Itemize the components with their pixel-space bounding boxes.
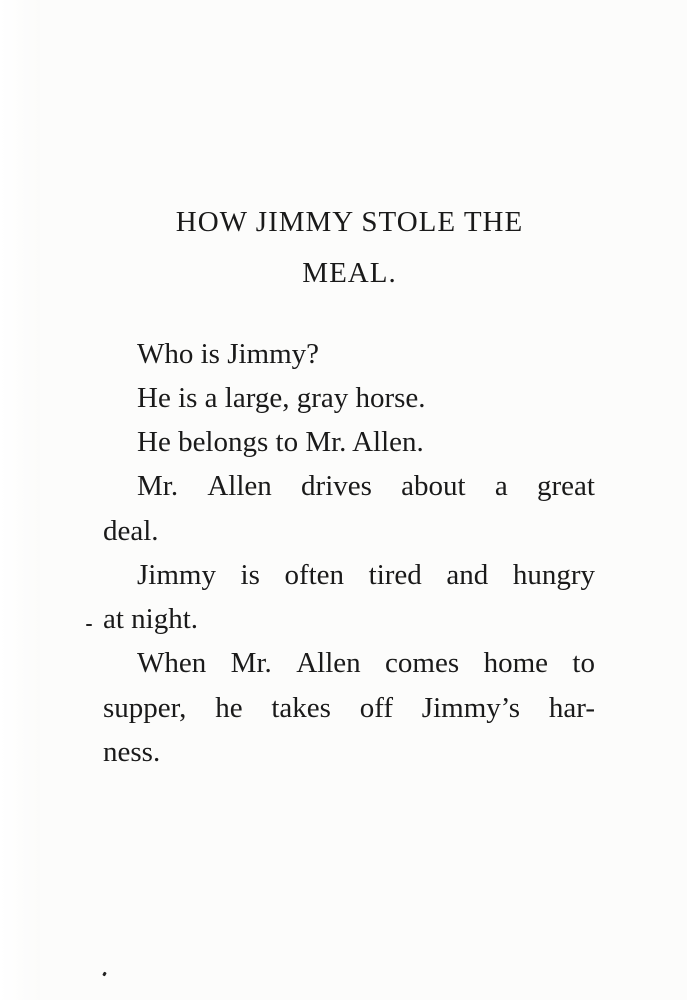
word: off [359,692,394,724]
text-line-9 [103,694,595,723]
word: hungry [512,559,595,591]
word: Mr. [137,470,179,502]
word: drives [301,470,372,502]
chapter-title-line-1: HOW JIMMY STOLE THE [175,206,524,238]
text-line-5: deal. [103,515,159,547]
text-line-1: Who is Jimmy? [137,338,320,370]
chapter-title-line-2: MEAL. [302,257,397,289]
text-line-6 [137,561,595,590]
word: he [215,692,243,724]
word: Jimmy [137,559,216,591]
word: and [446,559,489,591]
word: har- [548,692,595,724]
text-line-10: ness. [103,736,161,768]
word: is [240,559,260,591]
word: about [401,470,466,502]
word: great [536,470,595,502]
word: Allen [296,647,361,679]
word: comes [385,647,460,679]
text-line-3: He belongs to Mr. Allen. [137,426,424,458]
word: home [483,647,548,679]
text-line-2: He is a large, gray horse. [137,382,426,414]
word: Jimmy’s [421,692,521,724]
word: tired [368,559,422,591]
ink-speck [86,624,92,626]
ink-speck [102,972,107,977]
text-line-7: at night. [103,603,199,635]
text-line-4 [137,472,595,501]
text-line-8 [137,649,595,678]
word: often [284,559,345,591]
page-gutter [0,0,40,1000]
word: takes [271,692,331,724]
word: Mr. [230,647,272,679]
word: Allen [207,470,272,502]
word: When [137,647,207,679]
word: a [494,470,508,502]
word: supper, [103,692,187,724]
word: to [572,647,595,679]
